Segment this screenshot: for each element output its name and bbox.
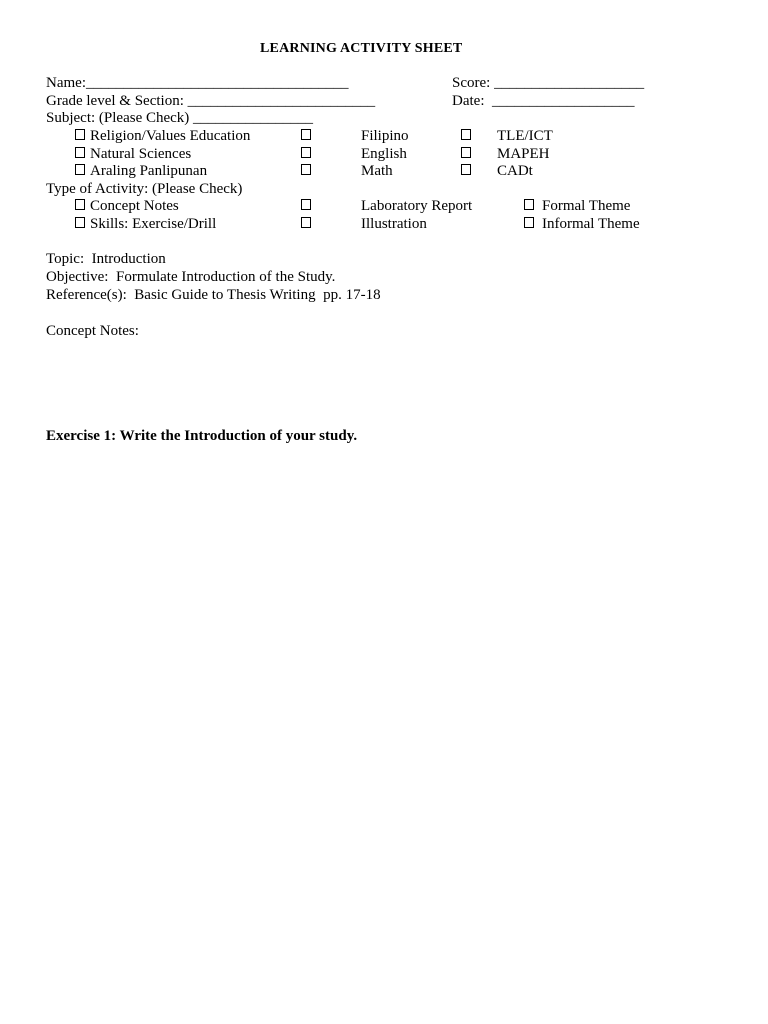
checkbox-concept-notes[interactable] <box>75 199 85 210</box>
checkbox-religion[interactable] <box>75 129 85 140</box>
grade-section-field[interactable]: Grade level & Section: _________________________ <box>46 93 376 109</box>
activity-illustration-label: Illustration <box>361 216 427 232</box>
topic-line: Topic: Introduction <box>46 251 166 267</box>
exercise-heading: Exercise 1: Write the Introduction of your study. <box>46 428 358 444</box>
activity-formal-theme-label: Formal Theme <box>542 198 631 214</box>
score-field[interactable]: Score: ____________________ <box>452 75 645 91</box>
subject-araling-panlipunan-label: Araling Panlipunan <box>90 163 208 179</box>
activity-laboratory-report-label: Laboratory Report <box>361 198 473 214</box>
checkbox-cadt[interactable] <box>461 164 471 175</box>
checkbox-tle-ict[interactable] <box>461 129 471 140</box>
subject-cadt-label: CADt <box>497 163 533 179</box>
subject-religion-label: Religion/Values Education <box>90 128 251 144</box>
activity-skills-label: Skills: Exercise/Drill <box>90 216 217 232</box>
subject-tle-ict-label: TLE/ICT <box>497 128 553 144</box>
checkbox-math[interactable] <box>301 164 311 175</box>
reference-line: Reference(s): Basic Guide to Thesis Writing pp. 17-18 <box>46 287 381 303</box>
checkbox-formal-theme[interactable] <box>524 199 534 210</box>
date-field[interactable]: Date: ___________________ <box>452 93 635 109</box>
activity-informal-theme-label: Informal Theme <box>542 216 640 232</box>
checkbox-skills-exercise-drill[interactable] <box>75 217 85 228</box>
checkbox-araling-panlipunan[interactable] <box>75 164 85 175</box>
concept-notes-label: Concept Notes: <box>46 323 139 339</box>
subject-natural-sciences-label: Natural Sciences <box>90 146 192 162</box>
checkbox-mapeh[interactable] <box>461 147 471 158</box>
checkbox-filipino[interactable] <box>301 129 311 140</box>
checkbox-informal-theme[interactable] <box>524 217 534 228</box>
checkbox-english[interactable] <box>301 147 311 158</box>
activity-type-label: Type of Activity: (Please Check) <box>46 181 243 197</box>
checkbox-natural-sciences[interactable] <box>75 147 85 158</box>
subject-math-label: Math <box>361 163 393 179</box>
subject-mapeh-label: MAPEH <box>497 146 550 162</box>
subject-filipino-label: Filipino <box>361 128 409 144</box>
subject-english-label: English <box>361 146 407 162</box>
activity-concept-notes-label: Concept Notes <box>90 198 179 214</box>
subject-label: Subject: (Please Check) ________________ <box>46 110 314 126</box>
name-field[interactable]: Name:___________________________________ <box>46 75 349 91</box>
checkbox-laboratory-report[interactable] <box>301 199 311 210</box>
page-title: LEARNING ACTIVITY SHEET <box>260 41 463 56</box>
checkbox-illustration[interactable] <box>301 217 311 228</box>
objective-line: Objective: Formulate Introduction of the Study. <box>46 269 336 285</box>
